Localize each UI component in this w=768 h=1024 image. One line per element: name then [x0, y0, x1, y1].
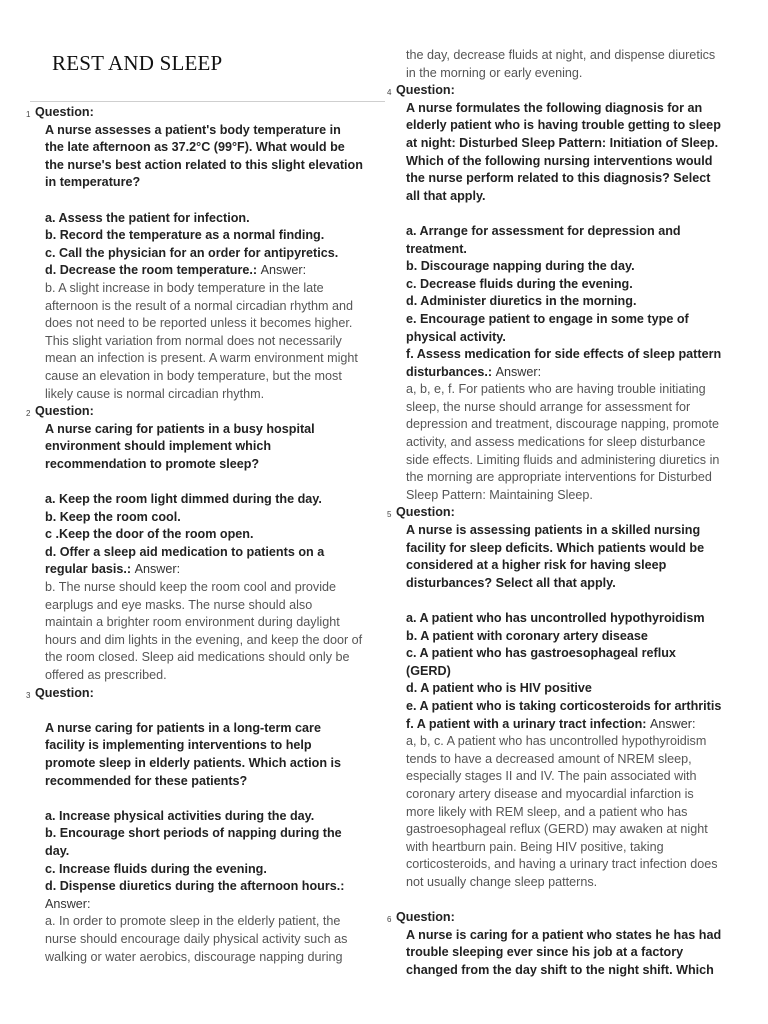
question-header — [26, 104, 363, 122]
question-label: Question: — [35, 404, 94, 419]
option-d: d. Administer diuretics in the morning. — [406, 294, 637, 309]
answer-label: Answer: — [45, 896, 91, 911]
question-number: 2 — [26, 409, 31, 419]
option-a: a. Increase physical activities during the day. — [45, 808, 315, 823]
option-c: c .Keep the door of the room open. — [45, 527, 254, 542]
page-title: REST AND SLEEP — [52, 51, 223, 75]
answer-rationale: b. The nurse should keep the room cool and provide earplugs and eye masks. The nurse should also maintain a brighter room environment during daylight hours and dim lights in the evening, and keep the door of the room closed. Sleep aid medications should only be offered as prescribed. — [45, 580, 363, 682]
option-c: c. A patient who has gastroesophageal reflux (GERD) — [406, 646, 676, 678]
question-label: Question: — [35, 685, 94, 700]
answer-label: Answer: — [134, 562, 181, 577]
question-number: 1 — [26, 110, 31, 119]
option-e: e. Encourage patient to engage in some type of physical activity. — [406, 311, 689, 344]
answer-rationale-continued: the day, decrease fluids at night, and dispense diuretics in the morning or early evening. — [406, 48, 716, 80]
question-label: Question: — [35, 105, 94, 119]
question-block — [387, 909, 724, 979]
answer-options — [45, 491, 363, 579]
answer-rationale: a, b, e, f. For patients who are having trouble initiating sleep, the nurse should arrange for assessment for depression and treatment, discourage napping, promote activity, and assess medications for sleep disturbance side effects. Limiting fluids and administering diuretics in the morning are appropriate interventions for Disturbed Sleep Pattern: Maintaining Sleep. — [406, 382, 720, 502]
answer-rationale: a, b, c. A patient who has uncontrolled hypothyroidism tends to have a decreased amount of NREM sleep, especially stages II and IV. The pain associated with coronary artery disease and myocardial infarction is more likely with REM sleep, and a patient who has gastroesophageal reflux (GERD) may awaken at night with heartburn pain. Being HIV positive, taking corticosteroids, and having a urinary tract infection does not usually change sleep patterns. — [406, 734, 718, 889]
question-block — [387, 82, 724, 504]
question-header — [387, 909, 724, 927]
option-d: d. Decrease the room temperature.: Answer: — [45, 263, 307, 278]
option-f: f. A patient with a urinary tract infection: Answer: — [406, 716, 696, 731]
question-stem: A nurse is caring for a patient who states he has had trouble sleeping ever since his job at a factory changed from the day shift to the night shift. Which — [406, 927, 722, 977]
option-a: a. Assess the patient for infection. — [45, 210, 250, 225]
title-divider — [30, 101, 385, 102]
option-f: f. Assess medication for side effects of sleep pattern disturbances.: Answer: — [406, 347, 722, 379]
answer-rationale: b. A slight increase in body temperature in the late afternoon is the result of a normal circadian rhythm and does not need to be reported unless it becomes higher. This slight variation from normal does not necessarily mean an infection is present. A warm environment might cause an elevation in body temperature, but the most likely cause is normal circadian rhythm. — [45, 280, 358, 401]
question-block — [26, 104, 363, 403]
answer-label: Answer: — [649, 716, 696, 731]
option-c: c. Call the physician for an order for antipyretics. — [45, 245, 339, 260]
question-number: 3 — [26, 690, 31, 700]
left-column — [26, 104, 363, 966]
answer-options — [45, 210, 363, 280]
option-b: b. Record the temperature as a normal finding. — [45, 228, 325, 243]
question-header — [387, 504, 724, 522]
question-stem: A nurse is assessing patients in a skilled nursing facility for sleep deficits. Which patients would be considered at a higher risk for having sleep disturbances? Select all that apply. — [406, 523, 705, 590]
option-b: b. A patient with coronary artery disease — [406, 628, 648, 643]
question-block — [387, 504, 724, 891]
option-d: d. A patient who is HIV positive — [406, 681, 592, 696]
option-d: d. Dispense diuretics during the afternoon hours.: Answer: — [45, 879, 345, 911]
question-block — [26, 685, 363, 967]
option-a: a. A patient who has uncontrolled hypothyroidism — [406, 611, 705, 625]
question-stem: A nurse caring for patients in a long-term care facility is implementing interventions to help promote sleep in elderly patients. Which action is recommended for these patients? — [45, 720, 342, 788]
option-b: b. Discourage napping during the day. — [406, 259, 635, 274]
question-number: 5 — [387, 510, 392, 520]
question-stem: A nurse formulates the following diagnosis for an elderly patient who is having trouble getting to sleep at night: Disturbed Sleep Pattern: Initiation of Sleep. Which of the following nursing interventions would the nurse perform related to this diagnosis? Select all that apply. — [406, 100, 721, 203]
question-label: Question: — [396, 910, 455, 925]
answer-options — [406, 610, 724, 733]
question-block — [26, 403, 363, 685]
question-header — [387, 82, 724, 100]
option-c: c. Increase fluids during the evening. — [45, 861, 267, 876]
answer-options — [406, 223, 724, 381]
question-number: 6 — [387, 915, 392, 925]
answer-options — [45, 808, 363, 914]
question-header — [26, 403, 363, 421]
option-a: a. Arrange for assessment for depression and treatment. — [406, 223, 681, 256]
answer-label: Answer: — [260, 263, 307, 278]
question-stem: A nurse caring for patients in a busy hospital environment should implement which recommendation to promote sleep? — [45, 421, 315, 471]
question-stem: A nurse assesses a patient's body temperature in the late afternoon as 37.2°C (99°F). What would be the nurse's best action related to this slight elevation in temperature? — [45, 122, 363, 190]
question-label: Question: — [396, 505, 455, 520]
option-a: a. Keep the room light dimmed during the day. — [45, 492, 322, 507]
option-b: b. Keep the room cool. — [45, 509, 181, 524]
question-number: 4 — [387, 88, 392, 98]
answer-rationale: a. In order to promote sleep in the elderly patient, the nurse should encourage daily physical activity such as walking or water aerobics, discourage napping during — [45, 914, 348, 964]
option-e: e. A patient who is taking corticosteroids for arthritis — [406, 698, 722, 713]
answer-label: Answer: — [495, 364, 542, 379]
question-header — [26, 685, 363, 703]
right-column — [387, 47, 724, 979]
option-b: b. Encourage short periods of napping during the day. — [45, 826, 342, 858]
option-d: d. Offer a sleep aid medication to patients on a regular basis.: Answer: — [45, 544, 325, 577]
option-c: c. Decrease fluids during the evening. — [406, 276, 633, 291]
question-label: Question: — [396, 83, 455, 98]
